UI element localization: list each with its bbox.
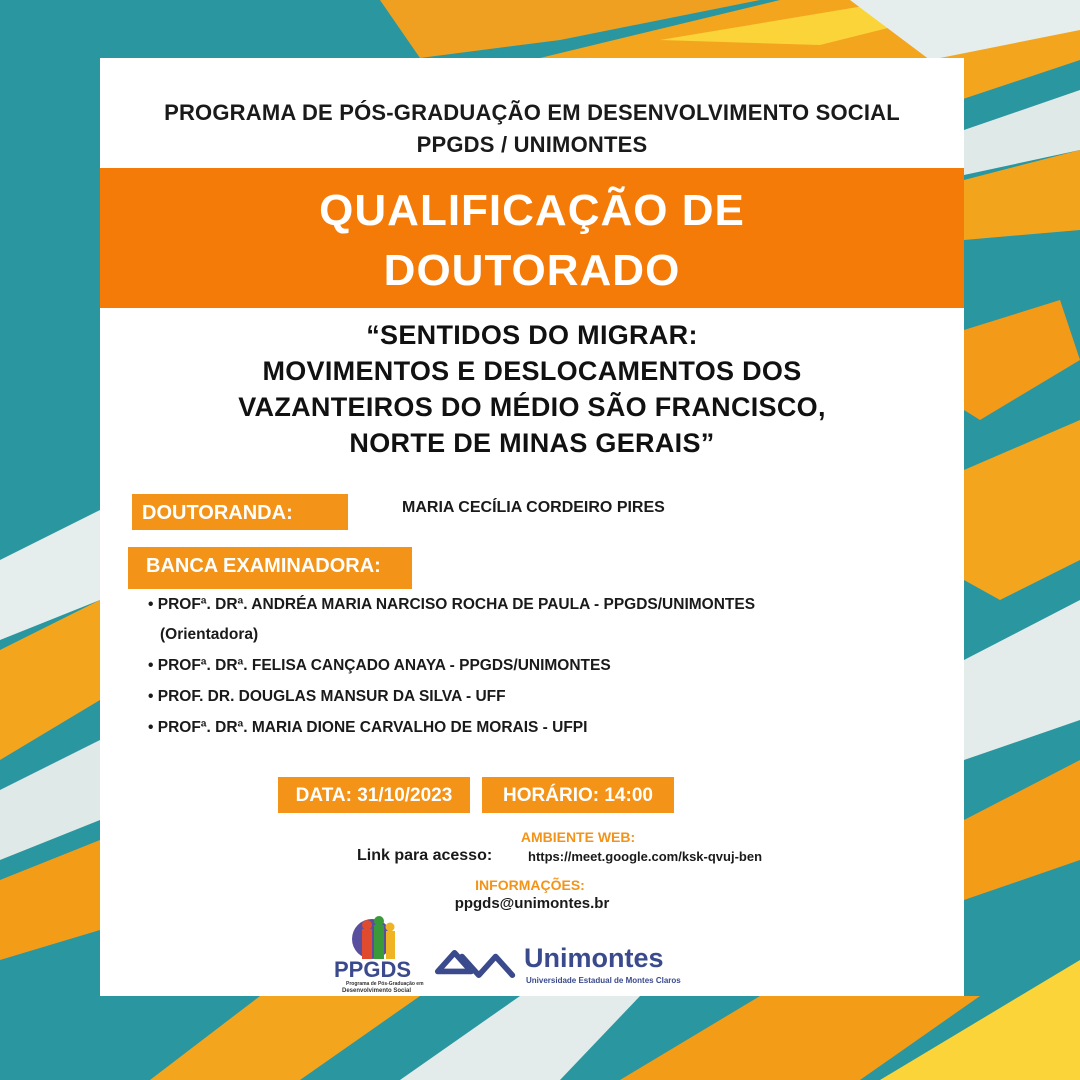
ppgds-logo-sub2: Desenvolvimento Social bbox=[342, 988, 412, 994]
program-name: PROGRAMA DE PÓS-GRADUAÇÃO EM DESENVOLVIMENTO SOCIAL bbox=[164, 100, 900, 125]
banca-member: • PROFª. DRª. MARIA DIONE CARVALHO DE MORAIS - UFPI bbox=[148, 719, 588, 736]
contact-email[interactable]: ppgds@unimontes.br bbox=[454, 895, 610, 912]
doutoranda-name: MARIA CECÍLIA CORDEIRO PIRES bbox=[402, 499, 665, 516]
doutoranda-label: DOUTORANDA: bbox=[132, 494, 348, 530]
title-banner bbox=[100, 168, 964, 308]
unimontes-logo-sub: Universidade Estadual de Montes Claros bbox=[526, 976, 681, 985]
thesis-title-line-4: NORTE DE MINAS GERAIS” bbox=[349, 428, 715, 458]
date-badge: DATA: 31/10/2023 bbox=[278, 777, 470, 813]
banca-member: • PROFª. DRª. FELISA CANÇADO ANAYA - PPGDS/UNIMONTES bbox=[148, 657, 611, 674]
web-heading: AMBIENTE WEB: bbox=[520, 829, 636, 845]
ppgds-logo-sub1: Programa de Pós-Graduação em bbox=[346, 981, 424, 987]
banner-line-1: QUALIFICAÇÃO DE bbox=[319, 186, 745, 235]
banca-label: BANCA EXAMINADORA: bbox=[128, 547, 412, 589]
program-acronym: PPGDS / UNIMONTES bbox=[416, 132, 648, 157]
unimontes-logo bbox=[434, 943, 681, 993]
thesis-title-line-3: VAZANTEIROS DO MÉDIO SÃO FRANCISCO, bbox=[238, 392, 826, 422]
thesis-title-line-1: “SENTIDOS DO MIGRAR: bbox=[366, 320, 698, 350]
ppgds-logo bbox=[332, 913, 428, 993]
unimontes-emblem-icon bbox=[434, 943, 518, 985]
banner-line-2: DOUTORADO bbox=[383, 246, 681, 295]
banca-member-role: (Orientadora) bbox=[160, 626, 259, 643]
unimontes-logo-name: Unimontes bbox=[524, 943, 664, 973]
ppgds-logo-name: PPGDS bbox=[334, 957, 412, 982]
link-label: Link para acesso: bbox=[357, 847, 493, 864]
banca-member: • PROFª. DRª. ANDRÉA MARIA NARCISO ROCHA DE PAULA - PPGDS/UNIMONTES bbox=[148, 596, 756, 613]
time-badge: HORÁRIO: 14:00 bbox=[482, 777, 674, 813]
ppgds-emblem-icon bbox=[332, 913, 428, 963]
thesis-title-line-2: MOVIMENTOS E DESLOCAMENTOS DOS bbox=[262, 356, 802, 386]
info-heading: INFORMAÇÕES: bbox=[475, 877, 585, 893]
banca-member: • PROF. DR. DOUGLAS MANSUR DA SILVA - UFF bbox=[148, 688, 506, 705]
meeting-link[interactable]: https://meet.google.com/ksk-qvuj-ben bbox=[528, 849, 763, 864]
